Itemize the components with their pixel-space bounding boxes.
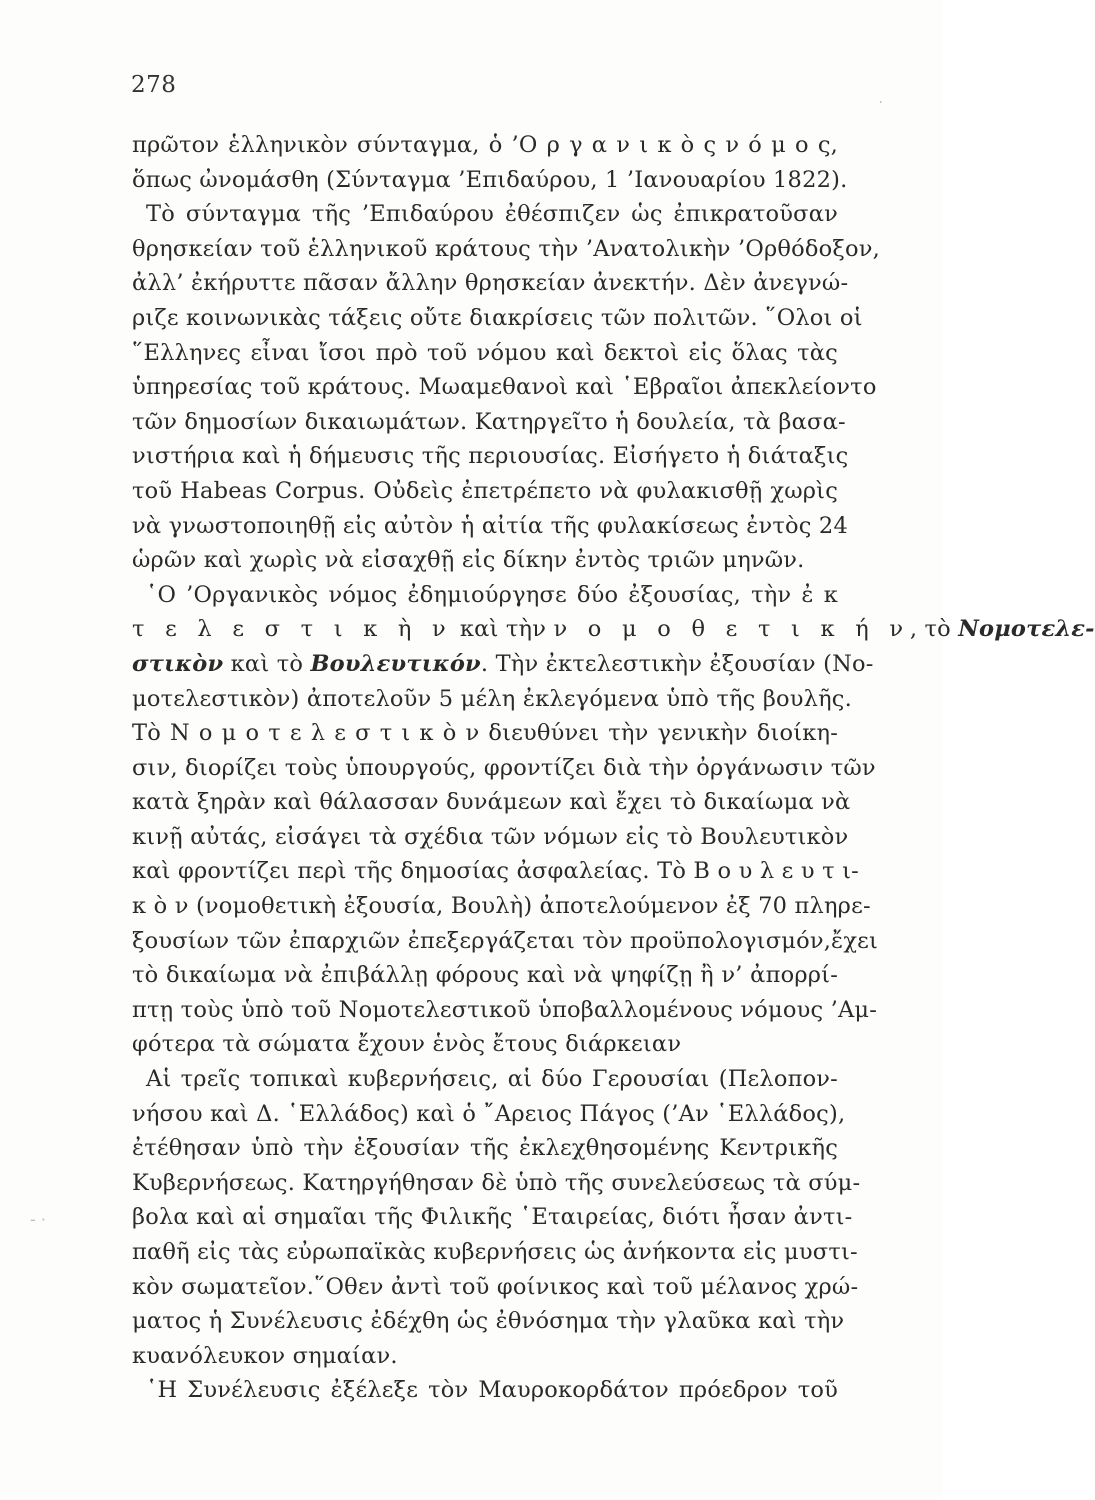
text-line-mixed	[132, 647, 874, 682]
text-line: Τὸ σύνταγμα τῆς ’Επιδαύρου ἐθέσπιζεν ὡς ἐπικρατοῦσαν	[146, 201, 838, 228]
text-line: παθῆ εἰς τὰς εὐρωπαϊκὰς κυβερνήσεις ὡς ἀνήκοντα εἰς μυστι-	[132, 1239, 858, 1265]
text-line: ματος ἡ Συνέλευσις ἐδέχθη ὡς ἐθνόσημα τὴν γλαῦκα καὶ τὴν	[132, 1308, 845, 1335]
text-line: καὶ φροντίζει περὶ τῆς δημοσίας ἀσφαλείας. Τὸ Β ο υ λ ε υ τ ι-	[132, 858, 859, 885]
text-line: ἀλλ’ ἐκήρυττε πᾶσαν ἄλλην θρησκείαν ἀνεκτήν. Δὲν ἀνεγνώ-	[132, 270, 849, 297]
spaced-term: τ ε λ ε σ τ ι κ ὴ ν	[132, 616, 453, 643]
text-line-mixed	[132, 612, 1095, 647]
text-line: ῾Η Συνέλευσις ἐξέλεξε τὸν Μαυροκορδάτον πρόεδρον τοῦ	[146, 1377, 838, 1404]
page-speck: ·	[878, 95, 883, 111]
text-line: μοτελεστικὸν) ἀποτελοῦν 5 μέλη ἐκλεγόμενα ὑπὸ τῆς βουλῆς.	[132, 685, 852, 712]
text-line: βολα καὶ αἱ σημαῖαι τῆς Φιλικῆς ῾Εταιρείας, διότι ἦσαν ἀντι-	[132, 1204, 853, 1231]
emphasis-term: στικὸν	[132, 650, 224, 677]
text-line: ξουσίων τῶν ἐπαρχιῶν ἐπεξεργάζεται τὸν προϋπολογισμόν,ἔχει	[132, 927, 879, 954]
text-line: ὅπως ὠνομάσθη (Σύνταγμα ’Επιδαύρου, 1 ’Ιανουαρίου 1822).	[132, 166, 848, 193]
text-line: σιν, διορίζει τοὺς ὑπουργούς, φροντίζει διὰ τὴν ὀργάνωσιν τῶν	[132, 754, 876, 781]
text-line: πρῶτον ἑλληνικὸν σύνταγμα, ὁ ’Ο ρ γ α ν ι κ ὸ ς ν ό μ ο ς,	[132, 132, 838, 158]
text-line: ῞Ελληνες εἶναι ἴσοι πρὸ τοῦ νόμου καὶ δεκτοὶ εἰς ὅλας τὰς	[132, 339, 838, 366]
text-line: νιστήρια καὶ ἡ δήμευσις τῆς περιουσίας. Εἰσήγετο ἡ διάταξις	[132, 443, 849, 470]
text-line: τῶν δημοσίων δικαιωμάτων. Κατηργεῖτο ἡ δουλεία, τὰ βασα-	[132, 408, 846, 435]
text-fragment: . Τὴν ἐκτελεστικὴν ἐξουσίαν (Νο-	[480, 650, 874, 677]
text-line: Κυβερνήσεως. Κατηργήθησαν δὲ ὑπὸ τῆς συνελεύσεως τὰ σύμ-	[132, 1169, 861, 1196]
text-line: κὸν σωματεῖον.῞Οθεν ἀντὶ τοῦ φοίνικος καὶ τοῦ μέλανος χρώ-	[132, 1273, 859, 1300]
text-line: κ ὸ ν (νομοθετικὴ ἐξουσία, Βουλὴ) ἀποτελούμενον ἐξ 70 πληρε-	[132, 893, 871, 920]
text-line: Αἱ τρεῖς τοπικαὶ κυβερνήσεις, αἱ δύο Γερουσίαι (Πελοπον-	[146, 1066, 838, 1093]
text-line: θρησκείαν τοῦ ἑλληνικοῦ κράτους τὴν ’Ανατολικὴν ’Ορθόδοξον,	[132, 235, 880, 262]
text-fragment: καὶ τὴν	[452, 616, 554, 643]
text-line: ὡρῶν καὶ χωρὶς νὰ εἰσαχθῇ εἰς δίκην ἐντὸς τριῶν μηνῶν.	[132, 547, 805, 574]
text-line: ἐτέθησαν ὑπὸ τὴν ἐξουσίαν τῆς ἐκλεχθησομένης Κεντρικῆς	[132, 1135, 838, 1162]
margin-speck: - ·	[30, 1210, 46, 1229]
body-text	[132, 128, 1095, 1408]
page-number: 278	[131, 72, 177, 98]
text-line: νὰ γνωστοποιηθῇ εἰς αὐτὸν ἡ αἰτία τῆς φυλακίσεως ἐντὸς 24	[132, 512, 848, 539]
text-line: κινῇ αὐτάς, εἰσάγει τὰ σχέδια τῶν νόμων εἰς τὸ Βουλευτικὸν	[132, 823, 849, 850]
text-line: τὸ δικαίωμα νὰ ἐπιβάλλῃ φόρους καὶ νὰ ψηφίζῃ ἢ ν’ ἀπορρί-	[132, 962, 838, 989]
text-line: νήσου καὶ Δ. ῾Ελλάδος) καὶ ὁ ῎Αρειος Πάγος (’Αν ῾Ελλάδος),	[132, 1100, 846, 1127]
text-line: ὑπηρεσίας τοῦ κράτους. Μωαμεθανοὶ καὶ ῾Εβραῖοι ἀπεκλείοντο	[132, 374, 877, 401]
text-line: ριζε κοινωνικὰς τάξεις οὔτε διακρίσεις τῶν πολιτῶν. ῞Ολοι οἱ	[132, 304, 863, 331]
text-line: τοῦ Habeas Corpus. Οὐδεὶς ἐπετρέπετο νὰ φυλακισθῇ χωρὶς	[132, 477, 838, 504]
text-fragment: καὶ τὸ	[223, 650, 311, 677]
text-fragment: , τὸ	[909, 616, 959, 643]
emphasis-term: Νομοτελε-	[958, 616, 1095, 643]
text-line: ῾Ο ’Οργανικὸς νόμος ἐδημιούργησε δύο ἐξουσίας, τὴν ἐ κ	[146, 581, 838, 608]
text-line: κατὰ ξηρὰν καὶ θάλασσαν δυνάμεων καὶ ἔχει τὸ δικαίωμα νὰ	[132, 789, 851, 816]
text-line: πτῃ τοὺς ὑπὸ τοῦ Νομοτελεστικοῦ ὑποβαλλομένους νόμους ’Αμ-	[132, 996, 878, 1023]
spaced-term: ν ο μ ο θ ε τ ι κ ή ν	[553, 616, 910, 643]
text-line: κυανόλευκον σημαίαν.	[132, 1342, 398, 1369]
emphasis-term: Βουλευτικόν	[310, 650, 481, 677]
text-line: Τὸ Ν ο μ ο τ ε λ ε σ τ ι κ ὸ ν διευθύνει τὴν γενικὴν διοίκη-	[132, 720, 838, 747]
text-line: φότερα τὰ σώματα ἔχουν ἑνὸς ἔτους διάρκειαν	[132, 1031, 682, 1058]
